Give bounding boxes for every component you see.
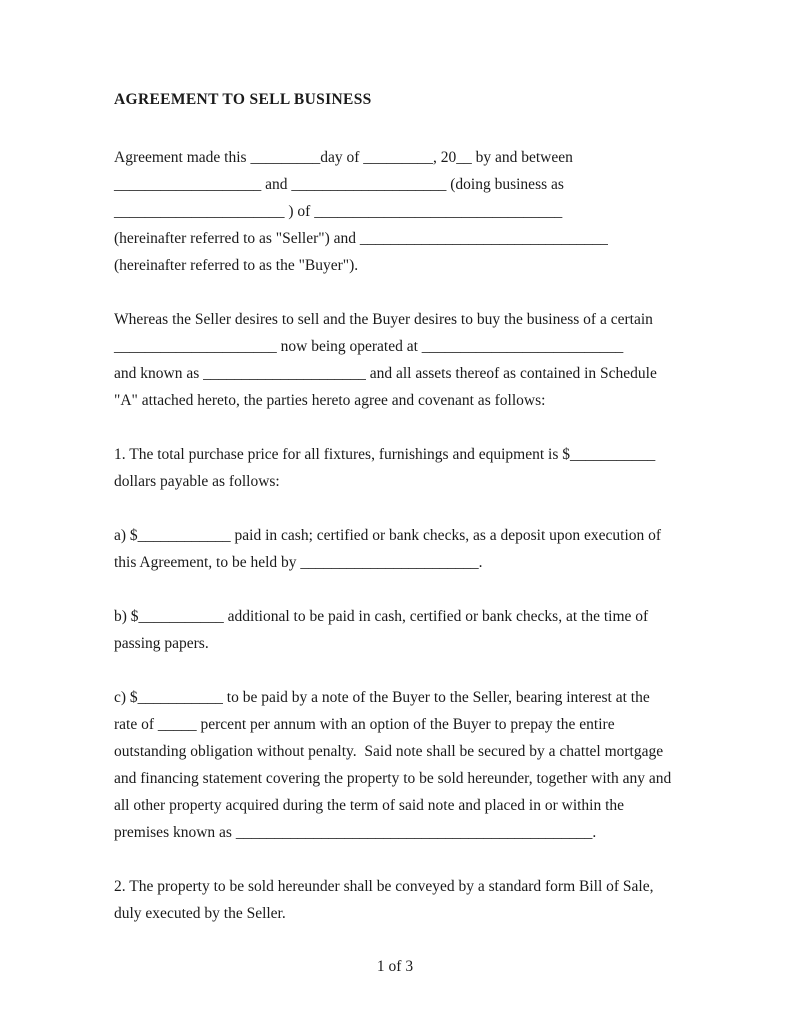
paragraph-line: all other property acquired during the term of said note and placed in or within the	[114, 797, 625, 814]
paragraph-line: Agreement made this _________day of _________, 20__ by and between	[114, 149, 573, 166]
document-body	[114, 86, 694, 927]
paragraph-line: rate of _____ percent per annum with an option of the Buyer to prepay the entire	[114, 716, 615, 733]
paragraph-line: passing papers.	[114, 635, 209, 652]
paragraph-line: Whereas the Seller desires to sell and the Buyer desires to buy the business of a certain	[114, 311, 653, 328]
paragraph-whereas	[114, 306, 694, 414]
clause-1c	[114, 684, 694, 846]
paragraph-line: outstanding obligation without penalty. Said note shall be secured by a chattel mortgage	[114, 743, 664, 760]
paragraph-line: b) $___________ additional to be paid in cash, certified or bank checks, at the time of	[114, 608, 649, 625]
clause-1a	[114, 522, 694, 576]
spacer	[114, 414, 694, 441]
spacer	[114, 657, 694, 684]
paragraph-preamble	[114, 144, 694, 279]
spacer	[114, 279, 694, 306]
paragraph-line: c) $___________ to be paid by a note of the Buyer to the Seller, bearing interest at the	[114, 689, 650, 706]
paragraph-line: 2. The property to be sold hereunder shall be conveyed by a standard form Bill of Sale,	[114, 878, 654, 895]
paragraph-line: dollars payable as follows:	[114, 473, 280, 490]
paragraph-line: and known as _____________________ and all assets thereof as contained in Schedule	[114, 365, 657, 382]
paragraph-line: this Agreement, to be held by _______________________.	[114, 554, 483, 571]
paragraph-line: (hereinafter referred to as "Seller") and ________________________________	[114, 230, 608, 247]
spacer	[114, 576, 694, 603]
clause-1	[114, 441, 694, 495]
paragraph-line: and financing statement covering the property to be sold hereunder, together with any and	[114, 770, 672, 787]
clause-1b	[114, 603, 694, 657]
paragraph-line: premises known as ______________________________________________.	[114, 824, 597, 841]
clause-2	[114, 873, 694, 927]
spacer	[114, 113, 694, 144]
paragraph-line: ______________________ ) of ________________________________	[114, 203, 563, 220]
spacer	[114, 846, 694, 873]
paragraph-line: (hereinafter referred to as the "Buyer").	[114, 257, 359, 274]
paragraph-line: _____________________ now being operated at __________________________	[114, 338, 624, 355]
page-number-footer: 1 of 3	[376, 958, 414, 975]
page-title: AGREEMENT TO SELL BUSINESS	[114, 91, 372, 108]
paragraph-line: duly executed by the Seller.	[114, 905, 286, 922]
spacer	[114, 495, 694, 522]
paragraph-line: 1. The total purchase price for all fixtures, furnishings and equipment is $___________	[114, 446, 656, 463]
paragraph-line: ___________________ and ____________________ (doing business as	[114, 176, 564, 193]
paragraph-line: a) $____________ paid in cash; certified or bank checks, as a deposit upon execution of	[114, 527, 662, 544]
paragraph-line: "A" attached hereto, the parties hereto agree and covenant as follows:	[114, 392, 546, 409]
